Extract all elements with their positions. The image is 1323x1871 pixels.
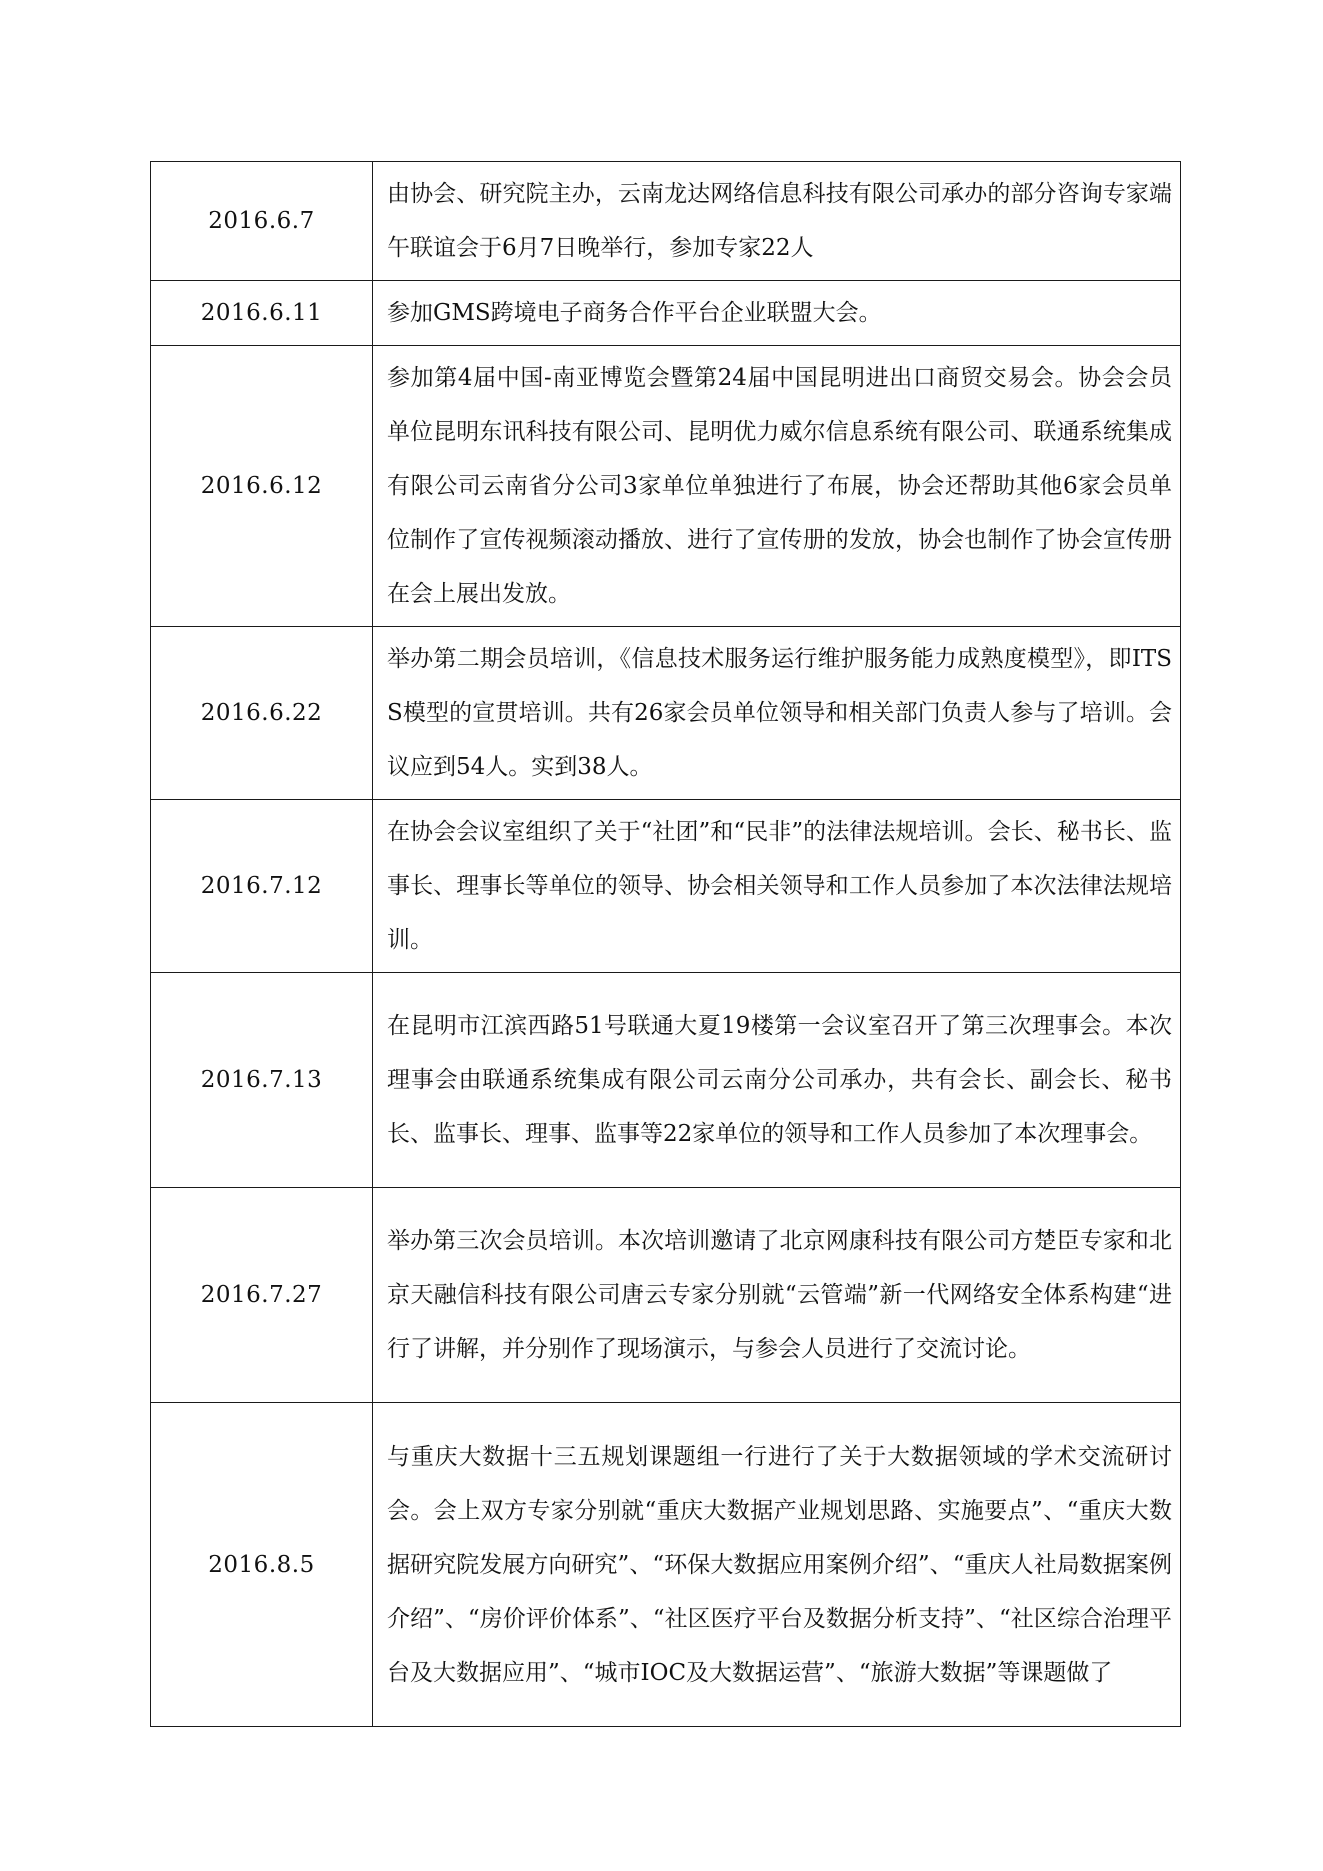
- table-row: [151, 162, 1181, 281]
- event-date: 2016.6.7: [151, 162, 373, 281]
- table-row: [151, 973, 1181, 1188]
- event-description: 与重庆大数据十三五规划课题组一行进行了关于大数据领域的学术交流研讨会。会上双方专家分别就“重庆大数据产业规划思路、实施要点”、“重庆大数据研究院发展方向研究”、“环保大数据应用案例介绍”、“重庆人社局数据案例介绍”、“房价评价体系”、“社区医疗平台及数据分析支持”、“社区综合治理平台及大数据应用”、“城市IOC及大数据运营”、“旅游大数据”等课题做了: [373, 1403, 1181, 1727]
- event-description: 在协会会议室组织了关于“社团”和“民非”的法律法规培训。会长、秘书长、监事长、理事长等单位的领导、协会相关领导和工作人员参加了本次法律法规培训。: [373, 800, 1181, 973]
- event-date: 2016.6.12: [151, 346, 373, 627]
- event-date: 2016.6.22: [151, 627, 373, 800]
- event-description: 在昆明市江滨西路51号联通大夏19楼第一会议室召开了第三次理事会。本次理事会由联通系统集成有限公司云南分公司承办，共有会长、副会长、秘书长、监事长、理事、监事等22家单位的领导和工作人员参加了本次理事会。: [373, 973, 1181, 1188]
- table-row: [151, 346, 1181, 627]
- event-date: 2016.6.11: [151, 281, 373, 346]
- table-row: [151, 281, 1181, 346]
- event-log-table: [150, 161, 1181, 1727]
- event-description: 参加第4届中国-南亚博览会暨第24届中国昆明进出口商贸交易会。协会会员单位昆明东讯科技有限公司、昆明优力威尔信息系统有限公司、联通系统集成有限公司云南省分公司3家单位单独进行了布展，协会还帮助其他6家会员单位制作了宣传视频滚动播放、进行了宣传册的发放，协会也制作了协会宣传册在会上展出发放。: [373, 346, 1181, 627]
- event-description: 参加GMS跨境电子商务合作平台企业联盟大会。: [373, 281, 1181, 346]
- event-date: 2016.8.5: [151, 1403, 373, 1727]
- event-description: 举办第三次会员培训。本次培训邀请了北京网康科技有限公司方楚臣专家和北京天融信科技有限公司唐云专家分别就“云管端”新一代网络安全体系构建“进行了讲解，并分别作了现场演示，与参会人员进行了交流讨论。: [373, 1188, 1181, 1403]
- table-row: [151, 1403, 1181, 1727]
- event-date: 2016.7.27: [151, 1188, 373, 1403]
- event-description: 举办第二期会员培训，《信息技术服务运行维护服务能力成熟度模型》，即ITSS模型的宣贯培训。共有26家会员单位领导和相关部门负责人参与了培训。会议应到54人。实到38人。: [373, 627, 1181, 800]
- event-date: 2016.7.13: [151, 973, 373, 1188]
- table-row: [151, 1188, 1181, 1403]
- event-description: 由协会、研究院主办，云南龙达网络信息科技有限公司承办的部分咨询专家端午联谊会于6月7日晚举行，参加专家22人: [373, 162, 1181, 281]
- table-row: [151, 627, 1181, 800]
- table-row: [151, 800, 1181, 973]
- event-date: 2016.7.12: [151, 800, 373, 973]
